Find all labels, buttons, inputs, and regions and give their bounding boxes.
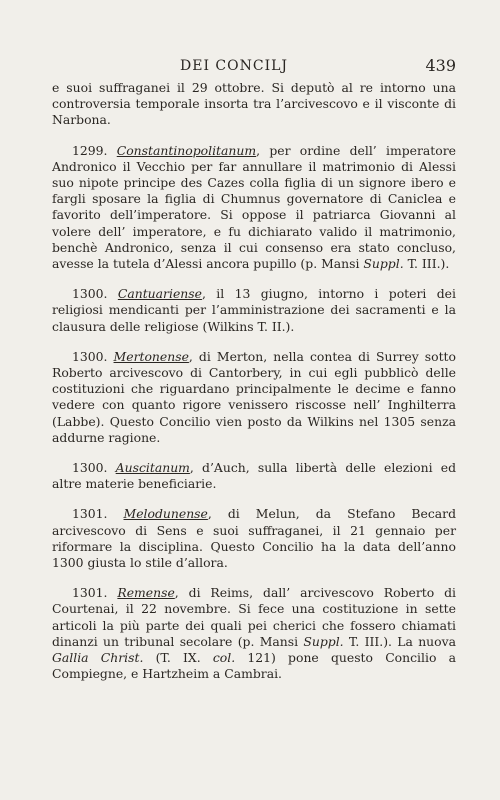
text-segment: Gallia Christ. (52, 650, 144, 666)
text-segment: T. III.). (403, 256, 450, 272)
council-name: Melodunense (123, 506, 208, 522)
text-segment: 1300. (72, 286, 118, 302)
council-name: Mertonense (113, 348, 189, 364)
text-segment: , d’Auch, sulla libertà delle elezioni ed altre materie beneficiarie. (52, 460, 456, 492)
council-entry-1301-melodunense (52, 506, 456, 571)
text-segment: 1300. (72, 460, 116, 476)
text-segment: e suoi suffraganei il 29 ottobre. Si deputò al re intorno una controversia temporale insorta tra l’arcivescovo e il visconte di Narbona. (52, 80, 456, 128)
council-entry-1299-constantinopolitanum (52, 143, 456, 273)
text-segment: , di Reims, dall’ arcivescovo Roberto di Courtenai, il 22 novembre. Si fece una costituzione in sette articoli la più parte dei quali pei cherici che fossero chiamati dinanzi un tribunal secolare (p. Mansi (52, 585, 456, 649)
council-entry-1301-remense (52, 585, 456, 682)
page-number: 439 (425, 56, 456, 75)
text-segment: Suppl. (363, 256, 404, 272)
text-segment: (T. IX. (143, 650, 213, 666)
text-segment: , di Melun, da Stefano Becard arcivescovo di Sens e suoi suffraganei, il 21 gennaio per riformare la disciplina. Questo Concilio ha la data dell’anno 1300 giusta lo stile d’allora. (52, 506, 456, 571)
text-segment: 1301. (72, 506, 124, 522)
text-segment: T. III.). La nuova (343, 633, 456, 649)
continuation-paragraph (52, 80, 456, 129)
council-name: Constantinopolitanum (116, 142, 257, 158)
text-segment: , il 13 giugno, intorno i poteri dei religiosi mendicanti per l’amministrazione dei sacramenti e la clausura delle religiose (Wilkins T. II.). (52, 286, 456, 334)
header-title: DEI CONCILJ (180, 58, 289, 74)
text-segment: 121) pone questo Concilio a Compiegne, e Hartzheim a Cambrai. (52, 650, 456, 682)
council-name: Remense (117, 585, 175, 601)
council-entry-1300-auscitanum (52, 460, 456, 492)
text-segment: 1301. (72, 585, 118, 601)
council-entry-1300-mertonense (52, 349, 456, 446)
council-name: Auscitanum (115, 460, 190, 476)
text-segment: , per ordine dell’ imperatore Andronico il Vecchio per far annullare il matrimonio di Alessi suo nipote principe des Cazes colla figlia di un signore ibero e fargli sposare la figlia di Chumnus governatore di Canicleа e favorito dell’imperatore. Si oppose il patriarca Giovanni al volere dell’ imperatore, e fu dichiarato valido il matrimonio, benchè Andronico, senza il cui consenso era stato concluso, avesse la tutela d’Alessi ancora pupillo (p. Mansi (52, 142, 456, 272)
text-segment: , di Merton, nella contea di Surrey sotto Roberto arcivescovo di Cantorbery, in cui egli pubblicò delle costituzioni che riguardano principalmente le decime e fanno vedere con quanto rigore venissero riscosse nell’ Inghilterra (Labbe). Questo Concilio vien posto da Wilkins nel 1305 senza addurne ragione. (52, 348, 456, 445)
council-name: Cantuariense (117, 286, 202, 302)
text-segment: 1300. (72, 348, 114, 364)
text-segment: col. (212, 650, 236, 666)
text-segment: Suppl. (303, 633, 344, 649)
council-entry-1300-cantuariense (52, 286, 456, 335)
text-segment: 1299. (72, 142, 117, 158)
running-header (52, 56, 456, 78)
body-text (52, 80, 456, 697)
